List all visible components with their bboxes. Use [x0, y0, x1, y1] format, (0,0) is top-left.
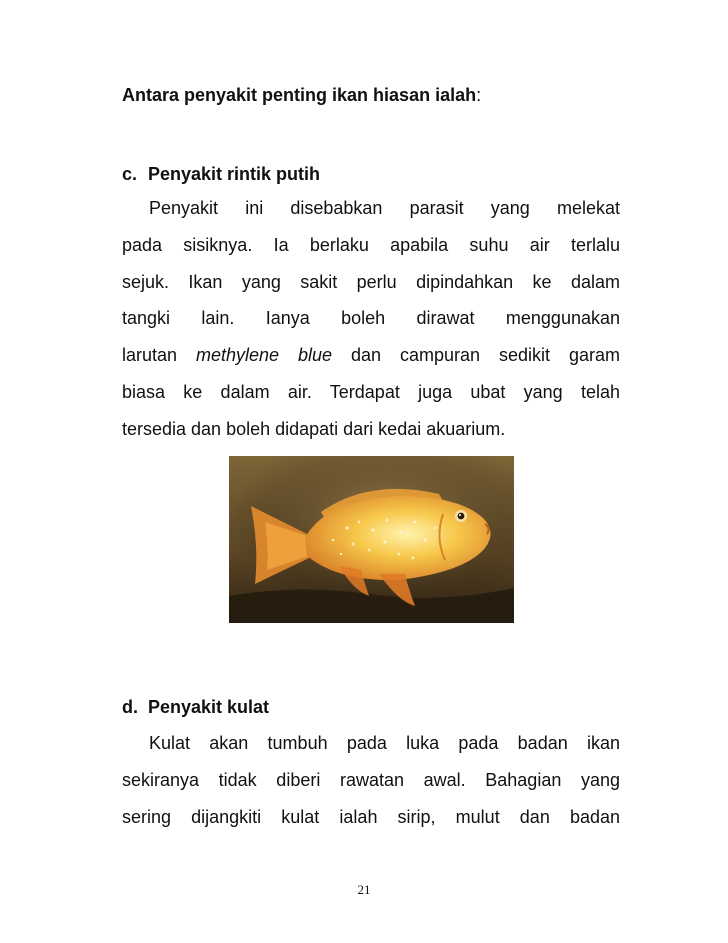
paragraph-line: Penyakit ini disebabkan parasit yang melekat: [149, 198, 620, 218]
line5-after: dan campuran sedikit garam: [332, 345, 620, 366]
section-d-heading: [122, 697, 269, 718]
section-c-paragraph: [122, 190, 620, 448]
paragraph-line: sekiranya tidak diberi rawatan awal. Bahagian yang: [122, 769, 620, 790]
intro-colon: :: [476, 85, 482, 105]
intro-bold-text: Antara penyakit penting ikan hiasan ialah: [122, 85, 477, 105]
line5-before: larutan: [122, 345, 196, 366]
fish-illustration: [229, 456, 514, 623]
page-number: 21: [357, 882, 371, 897]
section-d-marker: d.: [122, 697, 138, 717]
paragraph-line: sering dijangkiti kulat ialah sirip, mulut dan badan: [122, 806, 620, 827]
section-d-paragraph: [122, 725, 620, 835]
paragraph-line: sejuk. Ikan yang sakit perlu dipindahkan ke dalam: [122, 271, 620, 292]
section-c-marker: c.: [122, 164, 138, 184]
paragraph-line: biasa ke dalam air. Terdapat juga ubat yang telah: [122, 381, 620, 402]
fish-photo: [229, 456, 514, 623]
paragraph-line: tersedia dan boleh didapati dari kedai akuarium.: [122, 418, 506, 439]
paragraph-line: tangki lain. Ianya boleh dirawat menggunakan: [122, 308, 620, 329]
italic-term: methylene blue: [196, 345, 333, 366]
section-c-heading: [122, 164, 320, 185]
paragraph-line: pada sisiknya. Ia berlaku apabila suhu air terlalu: [122, 234, 620, 255]
section-c-title: Penyakit rintik putih: [148, 164, 321, 184]
intro-sentence: [122, 85, 481, 106]
paragraph-line: Kulat akan tumbuh pada luka pada badan ikan: [149, 733, 620, 753]
paragraph-line-with-italic: [122, 337, 620, 374]
section-d-title: Penyakit kulat: [148, 697, 270, 717]
